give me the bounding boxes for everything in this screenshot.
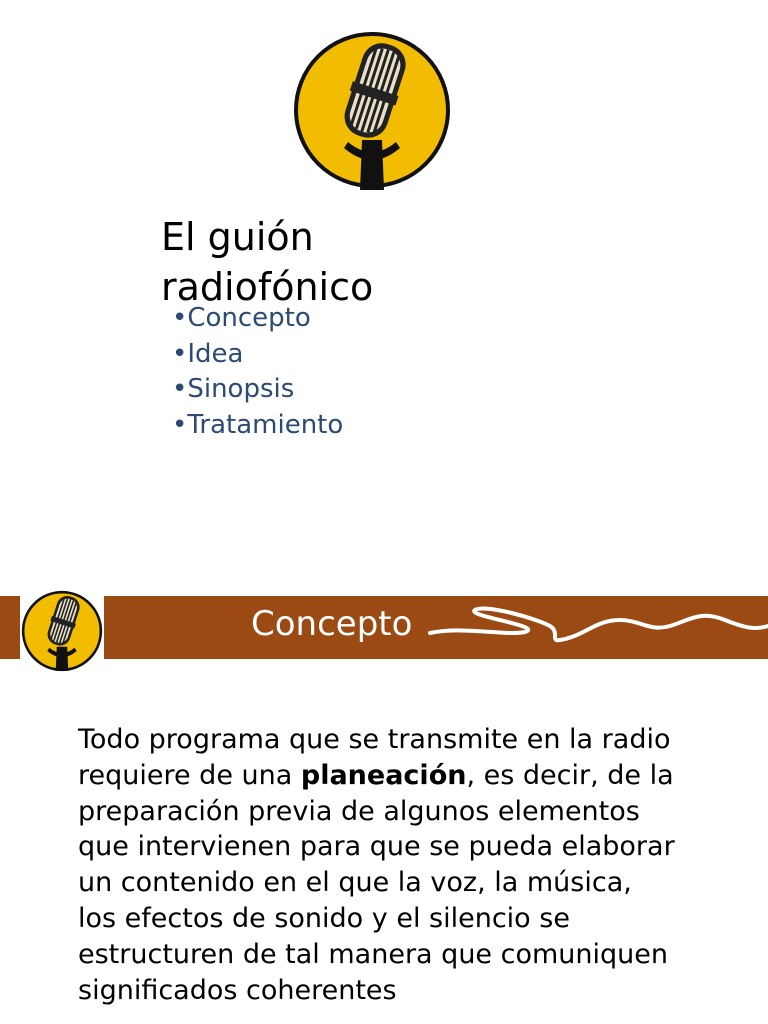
slide-concepto [0,560,768,1024]
slide-header-title: Concepto [251,604,413,644]
paragraph-text-2: , es decir, de la preparación previa de algunos elementos que intervienen para que se pueda elaborar un contenido en el que la voz, la música, los efectos de sonido y el silencio se estructuren de tal manera que comuniquen significados coherentes [78,759,675,1006]
header-band-left [0,596,20,659]
slide-title-text: El guión radiofónico [161,215,374,309]
bullet-item-tratamiento: •Tratamiento [172,409,344,440]
concept-paragraph [78,722,678,1008]
bullet-item-idea: •Idea [172,338,244,369]
bullet-item-sinopsis: •Sinopsis [172,374,295,404]
paragraph-text-1: Todo programa que se transmite en la radio requiere de una [78,724,671,791]
bullet-list [172,301,343,443]
paragraph-bold-term: planeación [300,759,467,791]
bullet-item-concepto: •Concepto [172,303,311,333]
microphone-logo-icon [20,589,104,673]
decorative-squiggle [425,596,768,659]
microphone-logo-icon [292,30,452,190]
